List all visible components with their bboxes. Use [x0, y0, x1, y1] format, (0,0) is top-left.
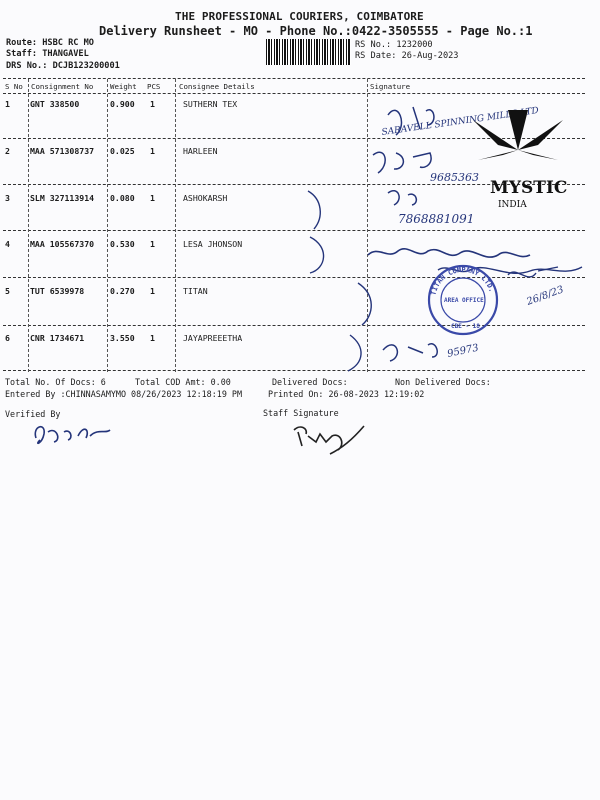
row-weight: 0.025 — [110, 146, 135, 156]
delivered-docs: Delivered Docs: — [272, 377, 348, 387]
entered-by: Entered By :CHINNASAMYMO 08/26/2023 12:18:19 PM — [5, 389, 242, 399]
row-sno: 5 — [5, 286, 10, 296]
row-sno: 4 — [5, 239, 10, 249]
row-sno: 1 — [5, 99, 10, 109]
row-pcs: 1 — [150, 239, 155, 249]
staff-label: Staff: THANGAVEL — [6, 49, 89, 59]
total-docs: Total No. Of Docs: 6 — [5, 377, 106, 387]
column-divider — [175, 79, 176, 372]
row-consignee: ASHOKARSH — [183, 193, 228, 203]
row-weight: 0.080 — [110, 193, 135, 203]
row6-phone: 95973 — [446, 342, 480, 360]
row2-phone: 9685363 — [430, 171, 479, 184]
table-top-rule — [3, 78, 585, 79]
row5-date: 26/8/23 — [525, 284, 566, 308]
row-consignee: TITAN — [183, 286, 208, 296]
verified-by-label: Verified By — [5, 409, 61, 419]
company-title: THE PROFESSIONAL COURIERS, COIMBATORE — [175, 10, 424, 23]
row-consignment: TUT 6539978 — [30, 286, 85, 296]
table-header-rule — [3, 93, 585, 94]
titan-center-text: AREA OFFICE — [444, 297, 484, 304]
mystic-sub: INDIA — [498, 200, 527, 210]
row-consignee: LESA JHONSON — [183, 239, 243, 249]
row-consignee: HARLEEN — [183, 146, 218, 156]
row-consignment: SLM 327113914 — [30, 193, 95, 203]
row-weight: 0.530 — [110, 239, 135, 249]
svg-text:TITAN COMPANY LTD. — [429, 266, 495, 296]
column-divider — [28, 79, 29, 372]
row-consignee: JAYAPREEETHA — [183, 333, 243, 343]
col-header-pcs: PCS — [147, 82, 161, 91]
row-consignment: MAA 105567370 — [30, 239, 95, 249]
row3-phone: 7868881091 — [398, 212, 475, 226]
handwritten-brackets — [300, 185, 340, 375]
runsheet-subtitle: Delivery Runsheet - MO - Phone No.:0422-3505555 - Page No.:1 — [99, 24, 533, 38]
col-header-signature: Signature — [370, 82, 411, 91]
drs-number: DRS No.: DCJB123200001 — [6, 61, 120, 71]
row-consignment: MAA 571308737 — [30, 146, 95, 156]
row-pcs: 1 — [150, 146, 155, 156]
titan-ring-text: TITAN COMPANY LTD. — [429, 265, 496, 297]
column-divider — [107, 79, 108, 372]
col-header-weight: Weight — [110, 82, 137, 91]
row-sno: 2 — [5, 146, 10, 156]
verifier-signature — [30, 418, 120, 452]
row-consignment: GNT 338500 — [30, 99, 80, 109]
col-header-consignee: Consignee Details — [179, 82, 255, 91]
col-header-sno: S No — [5, 82, 23, 91]
col-header-consignment: Consignment No — [31, 82, 94, 91]
row-pcs: 1 — [150, 333, 155, 343]
row-weight: 0.270 — [110, 286, 135, 296]
staff-signature-label: Staff Signature — [263, 408, 339, 418]
barcode — [266, 39, 351, 65]
row-pcs: 1 — [150, 99, 155, 109]
row-pcs: 1 — [150, 193, 155, 203]
row-sno: 6 — [5, 333, 10, 343]
rs-number: RS No.: 1232000 — [355, 40, 433, 50]
row-pcs: 1 — [150, 286, 155, 296]
delivery-signatures — [368, 95, 588, 370]
row-weight: 3.550 — [110, 333, 135, 343]
row-consignment: CNR 1734671 — [30, 333, 85, 343]
route-label: Route: HSBC RC MO — [6, 38, 94, 48]
row-sno: 3 — [5, 193, 10, 203]
row-consignee: SUTHERN TEX — [183, 99, 238, 109]
table-bottom-rule — [3, 370, 585, 371]
titan-company-seal — [429, 266, 497, 334]
total-cod: Total COD Amt: 0.00 — [135, 377, 231, 387]
row-weight: 0.900 — [110, 99, 135, 109]
titan-city-text: CBE - 18 — [451, 323, 480, 330]
printed-on: Printed On: 26-08-2023 12:19:02 — [268, 389, 425, 399]
non-delivered-docs: Non Delivered Docs: — [395, 377, 491, 387]
mystic-brand: MYSTIC — [490, 178, 568, 198]
staff-signature — [290, 420, 370, 460]
rs-date: RS Date: 26-Aug-2023 — [355, 51, 459, 61]
row1-stamp-text: SARAVELL SPINNING MILLS LTD — [381, 105, 540, 138]
